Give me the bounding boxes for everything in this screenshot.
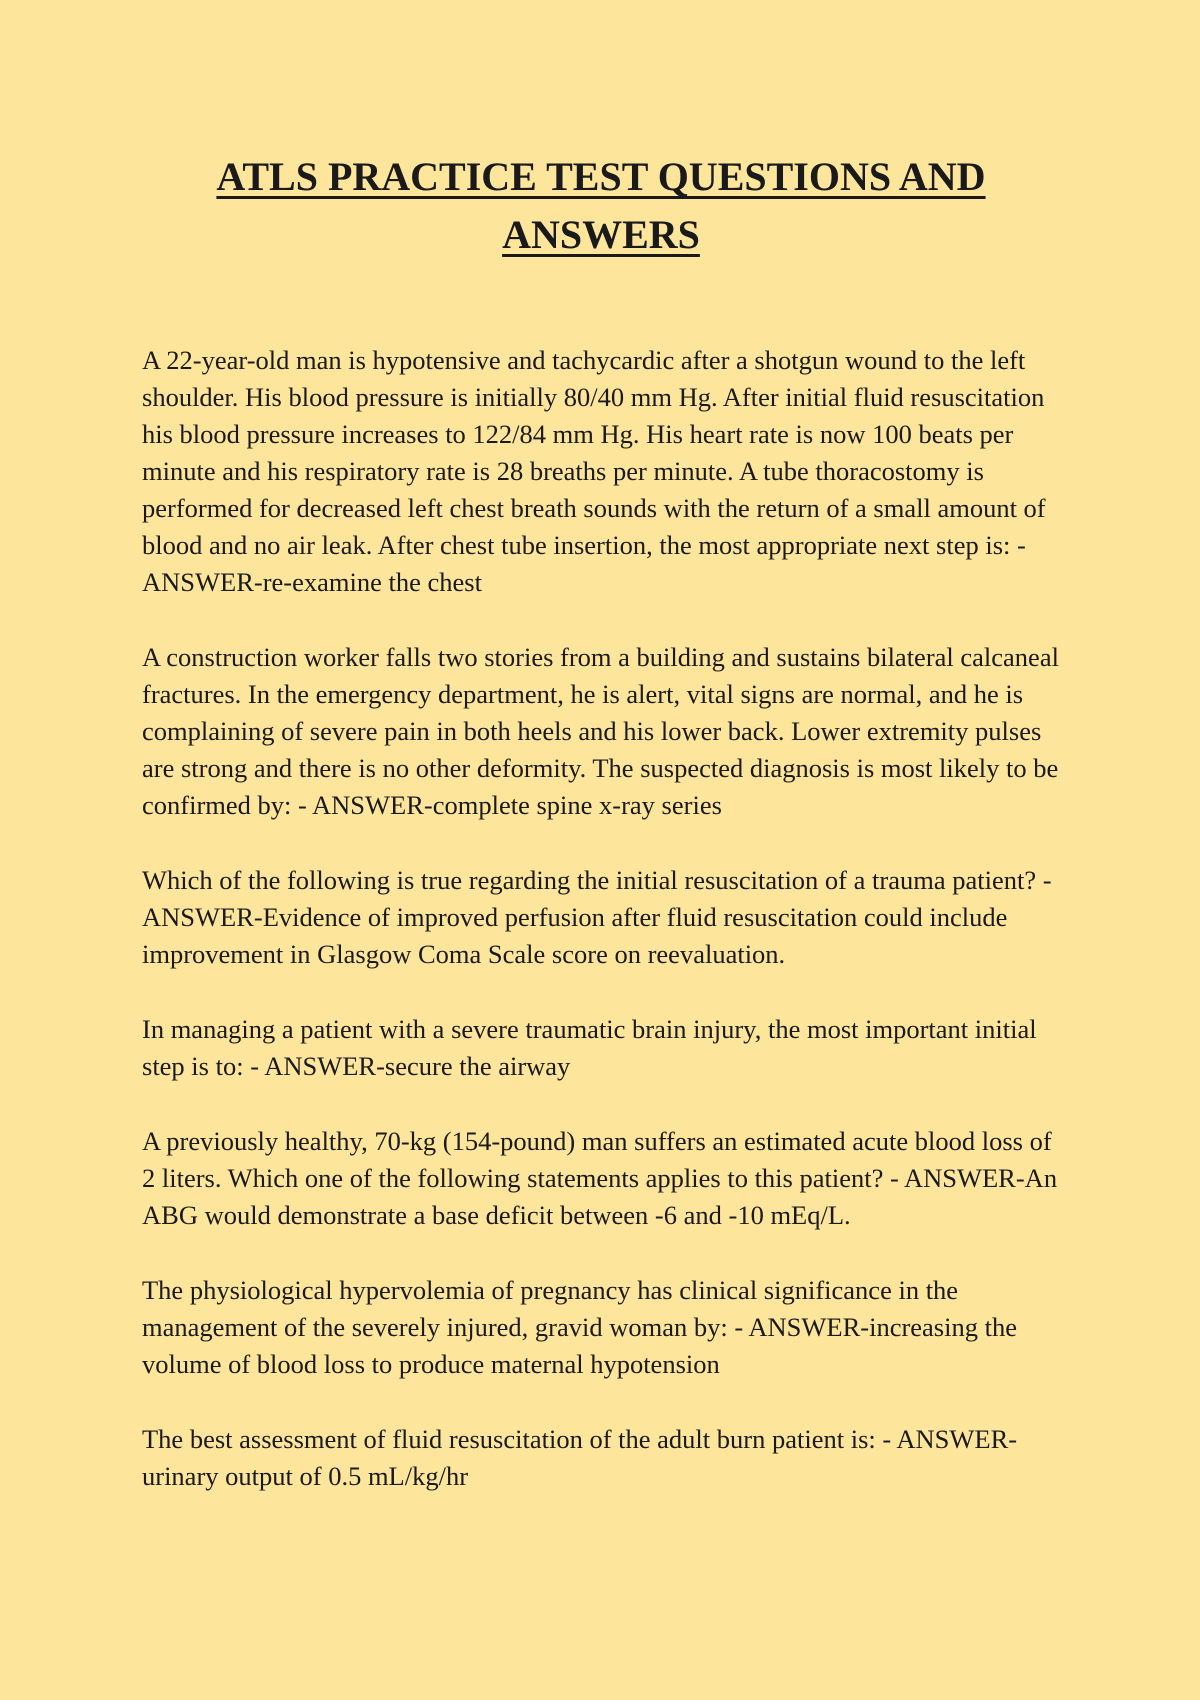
qa-item: A previously healthy, 70-kg (154-pound) man suffers an estimated acute blood loss of 2 liters. Which one of the following statements applies to this patient? - ANSWER-An ABG would demonstrate a base deficit between -6 and -10 mEq/L. — [142, 1126, 1058, 1230]
qa-item: In managing a patient with a severe traumatic brain injury, the most important initial step is to: - ANSWER-secure the airway — [142, 1014, 1037, 1081]
qa-item: A construction worker falls two stories from a building and sustains bilateral calcaneal fractures. In the emergency department, he is alert, vital signs are normal, and he is complaining of severe pain in both heels and his lower back. Lower extremity pulses are strong and there is no other deformity. The suspected diagnosis is most likely to be confirmed by: - ANSWER-complete spine x-ray series — [142, 642, 1059, 820]
qa-item: The best assessment of fluid resuscitation of the adult burn patient is: - ANSWER-urinary output of 0.5 mL/kg/hr — [142, 1424, 1018, 1491]
qa-item: Which of the following is true regarding the initial resuscitation of a trauma patient? - ANSWER-Evidence of improved perfusion after fluid resuscitation could include improvement in Glasgow Coma Scale score on reevaluation. — [142, 865, 1052, 969]
qa-item: A 22-year-old man is hypotensive and tachycardic after a shotgun wound to the left shoulder. His blood pressure is initially 80/40 mm Hg. After initial fluid resuscitation his blood pressure increases to 122/84 mm Hg. His heart rate is now 100 beats per minute and his respiratory rate is 28 breaths per minute. A tube thoracostomy is performed for decreased left chest breath sounds with the return of a small amount of blood and no air leak. After chest tube insertion, the most appropriate next step is: - ANSWER-re-examine the chest — [142, 345, 1046, 597]
document-title: ATLS PRACTICE TEST QUESTIONS AND ANSWERS — [216, 154, 986, 257]
qa-item: The physiological hypervolemia of pregnancy has clinical significance in the management of the severely injured, gravid woman by: - ANSWER-increasing the volume of blood loss to produce maternal hypotension — [142, 1275, 1017, 1379]
